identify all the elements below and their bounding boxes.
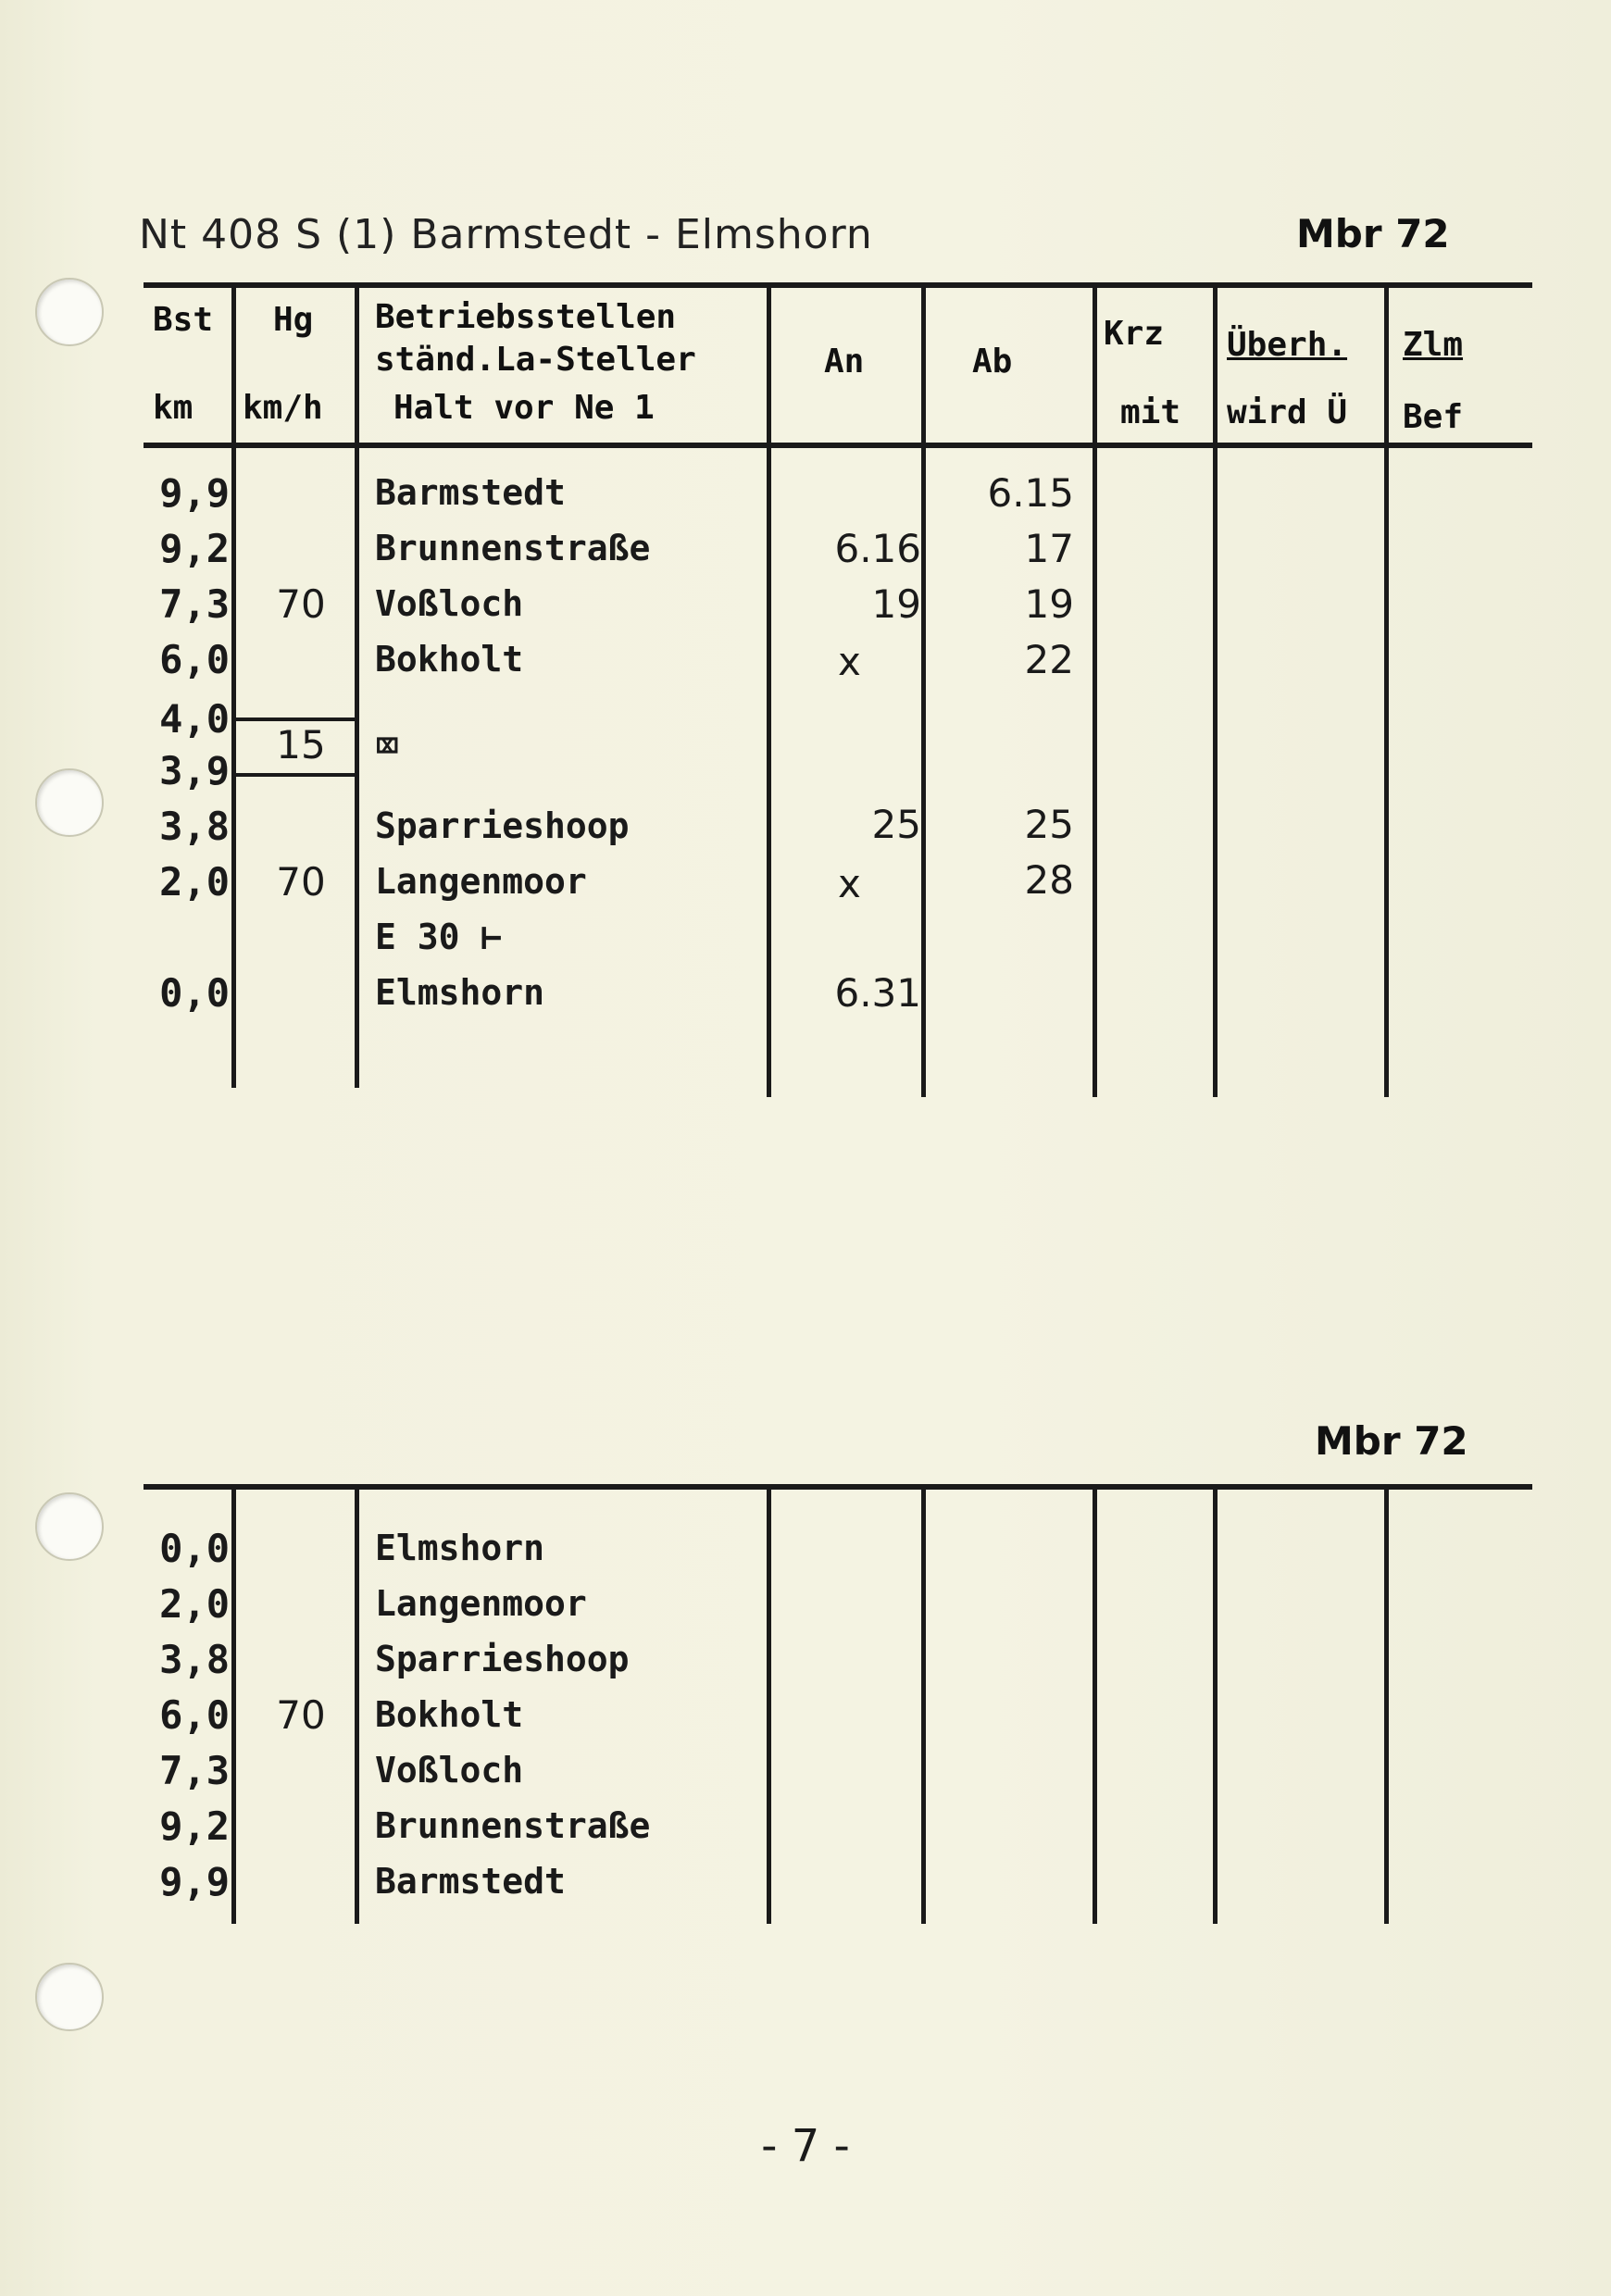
station-cell: Langenmoor — [375, 1583, 587, 1624]
ab-cell: 17 — [1024, 526, 1074, 571]
header-krz: Krz — [1104, 315, 1165, 353]
column-divider — [767, 282, 771, 1097]
header-bef: Bef — [1403, 398, 1464, 436]
header-wird: wird Ü — [1227, 393, 1348, 431]
header-an: An — [824, 343, 865, 381]
ab-cell: 19 — [1024, 581, 1074, 627]
column-divider — [231, 1484, 236, 1924]
an-cell: 6.31 — [834, 970, 921, 1016]
column-divider — [355, 282, 359, 1088]
hg-cell: 70 — [276, 1692, 326, 1738]
ab-cell: 25 — [1024, 802, 1074, 847]
an-cell: 19 — [871, 581, 921, 627]
binder-hole — [35, 278, 104, 346]
km-cell: 3,9 — [159, 748, 230, 793]
ab-cell: 22 — [1024, 637, 1074, 682]
ab-cell: 28 — [1024, 857, 1074, 903]
mbr-label: Mbr 72 — [1296, 211, 1450, 256]
binder-hole — [35, 768, 104, 837]
km-cell: 7,3 — [159, 581, 230, 627]
km-cell: 0,0 — [159, 970, 230, 1016]
station-cell: Sparrieshoop — [375, 1639, 630, 1679]
speed-board-note: E 30 ⊢ — [375, 917, 503, 957]
header-betriebsstellen: Betriebsstellen — [375, 298, 677, 336]
header-km: km — [153, 389, 194, 427]
hg-cell: 70 — [276, 859, 326, 905]
km-cell: 9,2 — [159, 526, 230, 571]
km-cell: 9,2 — [159, 1803, 230, 1849]
ab-cell: 6.15 — [987, 470, 1074, 516]
column-divider — [1093, 1484, 1097, 1924]
binder-hole — [35, 1492, 104, 1561]
hg-cell: 15 — [276, 722, 326, 767]
column-divider — [1213, 1484, 1218, 1924]
header-la-steller: ständ.La-Steller — [375, 341, 696, 379]
header-uberh: Überh. — [1227, 326, 1348, 364]
station-cell: Voßloch — [375, 1750, 524, 1791]
station-cell: Voßloch — [375, 583, 524, 624]
hg-cell: 70 — [276, 581, 326, 627]
page-number: - 7 - — [761, 2120, 850, 2172]
station-cell: Bokholt — [375, 639, 524, 680]
km-cell: 9,9 — [159, 470, 230, 516]
column-divider — [921, 282, 926, 1097]
signal-symbol: ⌧ — [375, 722, 400, 769]
header-hg: Hg — [273, 301, 314, 339]
km-cell: 2,0 — [159, 1581, 230, 1627]
km-cell: 3,8 — [159, 804, 230, 849]
km-cell: 6,0 — [159, 1692, 230, 1738]
km-cell: 3,8 — [159, 1637, 230, 1682]
header-ab: Ab — [972, 343, 1013, 381]
station-cell: Barmstedt — [375, 1861, 566, 1902]
column-divider — [1093, 282, 1097, 1097]
an-cell: 25 — [871, 802, 921, 847]
station-cell: Brunnenstraße — [375, 528, 651, 568]
header-top-rule — [144, 282, 1532, 288]
table2-top-rule — [144, 1484, 1532, 1490]
column-divider — [1384, 282, 1389, 1097]
column-divider — [231, 282, 236, 1088]
an-cell: x — [838, 861, 861, 906]
station-cell: Barmstedt — [375, 472, 566, 513]
station-cell: Bokholt — [375, 1694, 524, 1735]
an-cell: x — [838, 639, 861, 684]
station-cell: Langenmoor — [375, 861, 587, 902]
an-cell: 6.16 — [834, 526, 921, 571]
column-divider — [921, 1484, 926, 1924]
km-cell: 6,0 — [159, 637, 230, 682]
header-kmh: km/h — [243, 389, 323, 427]
km-cell: 0,0 — [159, 1526, 230, 1571]
km-cell: 2,0 — [159, 859, 230, 905]
station-cell: Elmshorn — [375, 972, 545, 1013]
header-zlm: Zlm — [1403, 326, 1464, 364]
header-mit: mit — [1120, 393, 1181, 431]
km-cell: 4,0 — [159, 696, 230, 742]
header-bottom-rule — [144, 443, 1532, 448]
column-divider — [767, 1484, 771, 1924]
binder-hole — [35, 1963, 104, 2031]
km-cell: 7,3 — [159, 1748, 230, 1793]
mbr-label: Mbr 72 — [1315, 1418, 1468, 1464]
header-bst: Bst — [153, 301, 214, 339]
km-cell: 9,9 — [159, 1859, 230, 1904]
header-halt: Halt vor Ne 1 — [393, 389, 655, 427]
station-cell: Elmshorn — [375, 1528, 545, 1568]
station-cell: Brunnenstraße — [375, 1805, 651, 1846]
station-cell: Sparrieshoop — [375, 805, 630, 846]
column-divider — [1384, 1484, 1389, 1924]
timetable-title: Nt 408 S (1) Barmstedt - Elmshorn — [139, 211, 873, 258]
column-divider — [1213, 282, 1218, 1097]
